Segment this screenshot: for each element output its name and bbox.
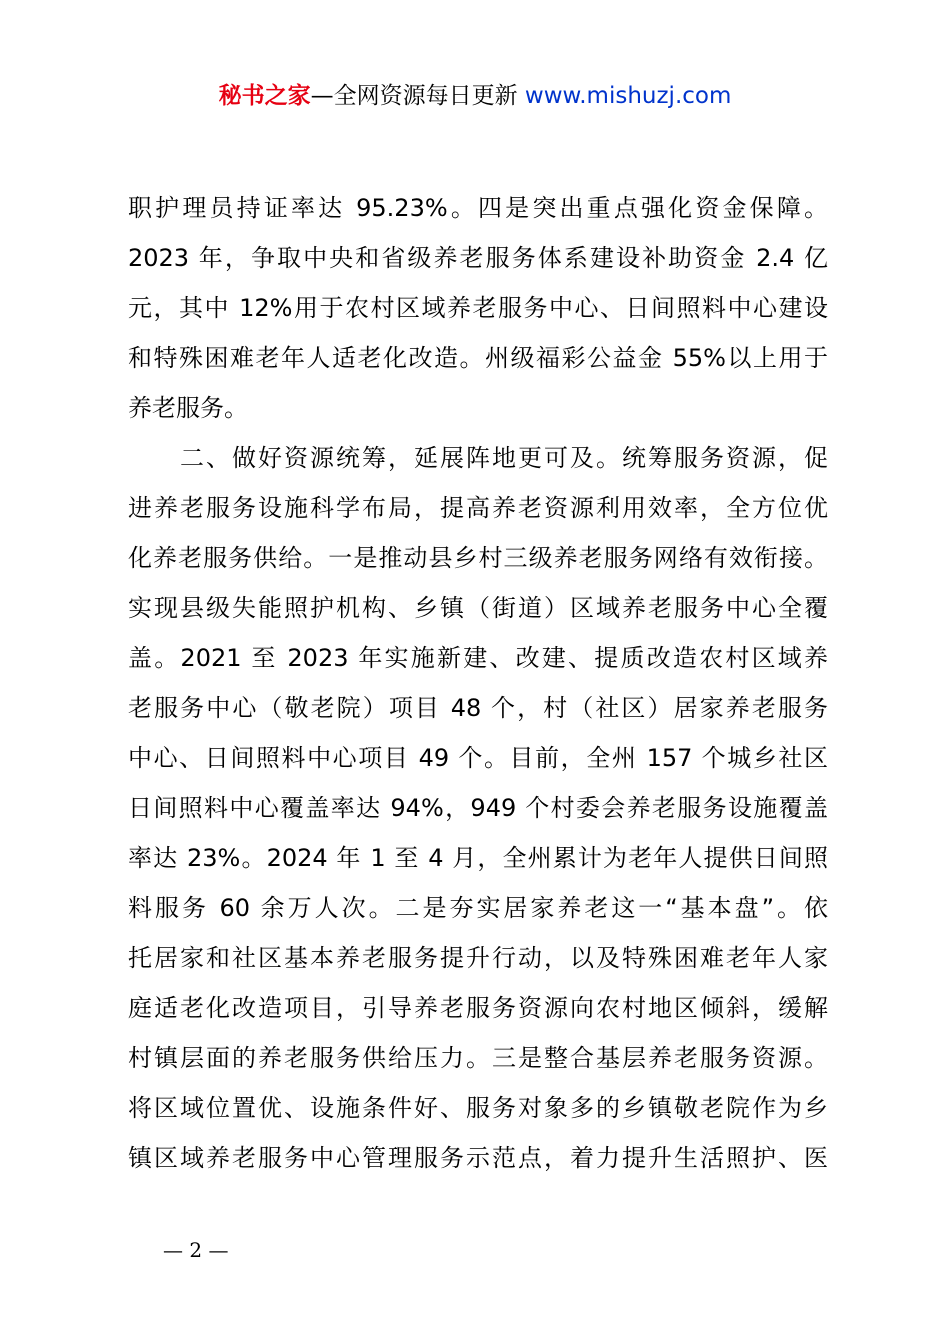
text-line: 和特殊困难老年人适老化改造。州级福彩公益金 55%以上用于 (128, 344, 828, 372)
header-tagline: —全网资源每日更新 (310, 83, 525, 109)
text-line: 日间照料中心覆盖率达 94%，949 个村委会养老服务设施覆盖 (128, 794, 828, 822)
site-header (0, 80, 950, 112)
document-body (128, 183, 828, 1183)
text-line: 料服务 60 余万人次。二是夯实居家养老这一“基本盘”。依 (128, 894, 828, 922)
text-line: 率达 23%。2024 年 1 至 4 月，全州累计为老年人提供日间照 (128, 844, 828, 872)
text-line: 镇区域养老服务中心管理服务示范点，着力提升生活照护、医 (128, 1144, 828, 1172)
text-line: 中心、日间照料中心项目 49 个。目前，全州 157 个城乡社区 (128, 744, 828, 772)
text-line: 化养老服务供给。一是推动县乡村三级养老服务网络有效衔接。 (128, 544, 828, 572)
text-line: 元，其中 12%用于农村区域养老服务中心、日间照料中心建设 (128, 294, 828, 322)
text-line: 二、做好资源统筹，延展阵地更可及。统筹服务资源，促 (128, 444, 828, 472)
text-line: 2023 年，争取中央和省级养老服务体系建设补助资金 2.4 亿 (128, 244, 828, 272)
text-line: 老服务中心（敬老院）项目 48 个，村（社区）居家养老服务 (128, 694, 828, 722)
text-line: 盖。2021 至 2023 年实施新建、改建、提质改造农村区域养 (128, 644, 828, 672)
text-line: 村镇层面的养老服务供给压力。三是整合基层养老服务资源。 (128, 1044, 828, 1072)
brand-name: 秘书之家 (218, 83, 311, 109)
text-line: 进养老服务设施科学布局，提高养老资源利用效率，全方位优 (128, 494, 828, 522)
page-number: — 2 — (163, 1238, 229, 1262)
text-line: 将区域位置优、设施条件好、服务对象多的乡镇敬老院作为乡 (128, 1094, 828, 1122)
text-line: 养老服务。 (128, 394, 248, 422)
text-line: 托居家和社区基本养老服务提升行动，以及特殊困难老年人家 (128, 944, 828, 972)
site-url-link[interactable]: www.mishuzj.com (524, 83, 732, 109)
text-line: 庭适老化改造项目，引导养老服务资源向农村地区倾斜，缓解 (128, 994, 828, 1022)
text-line: 职护理员持证率达 95.23%。四是突出重点强化资金保障。 (128, 194, 828, 222)
text-line: 实现县级失能照护机构、乡镇（街道）区域养老服务中心全覆 (128, 594, 828, 622)
